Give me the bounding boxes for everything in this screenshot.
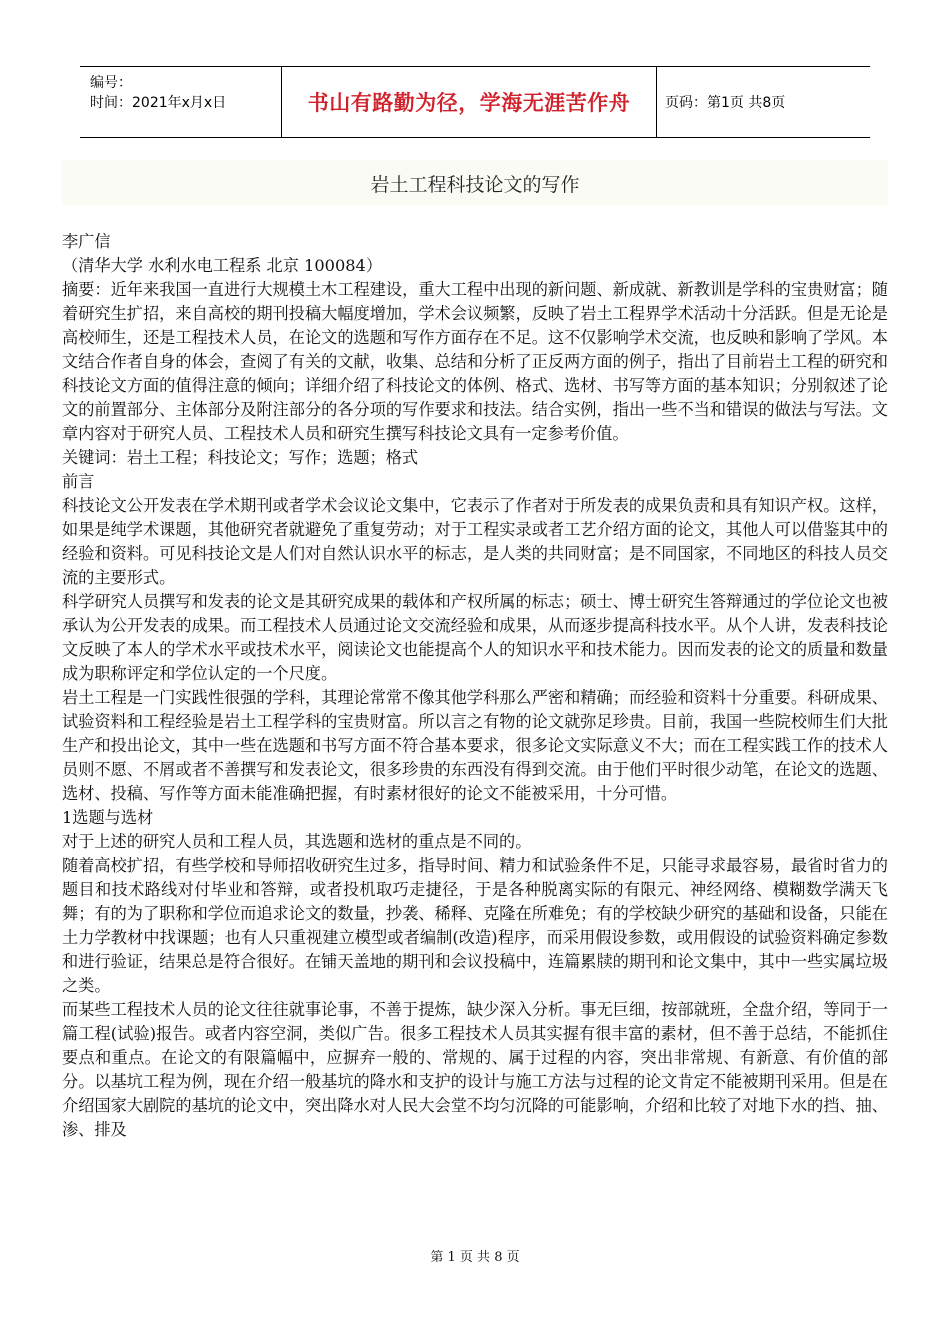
document-title-band [62,160,888,206]
keywords-line: 关键词：岩土工程；科技论文；写作；选题；格式 [62,448,419,467]
author-name: 李广信 [62,232,111,251]
header-motto: 书山有路勤为径，学海无涯苦作舟 [282,67,657,137]
body-paragraph: 岩土工程是一门实践性很强的学科，其理论常常不像其他学科那么严密和精确；而经验和资料十分重要。科研成果、试验资料和工程经验是岩土工程学科的宝贵财富。所以言之有物的论文就弥足珍贵。目前，我国一些院校师生们大批生产和投出论文，其中一些在选题和书写方面不符合基本要求，很多论文实际意义不大；而在工程实践工作的技术人员则不愿、不屑或者不善撰写和发表论文，很多珍贵的东西没有得到交流。由于他们平时很少动笔，在论文的选题、选材、投稿、写作等方面未能准确把握，有时素材很好的论文不能被采用，十分可惜。 [62,688,888,803]
section-heading-topic-selection: 1选题与选材 [62,808,154,827]
abstract-paragraph: 摘要：近年来我国一直进行大规模土木工程建设，重大工程中出现的新问题、新成就、新教训是学科的宝贵财富；随着研究生扩招，来自高校的期刊投稿大幅度增加，学术会议频繁，反映了岩土工程界学术活动十分活跃。但是无论是高校师生，还是工程技术人员，在论文的选题和写作方面存在不足。这不仅影响学术交流，也反映和影响了学风。本文结合作者自身的体会，查阅了有关的文献，收集、总结和分析了正反两方面的例子，指出了目前岩土工程的研究和科技论文方面的值得注意的倾向；详细介绍了科技论文的体例、格式、选材、书写等方面的基本知识；分别叙述了论文的前置部分、主体部分及附注部分的各分项的写作要求和技法。结合实例，指出一些不当和错误的做法与写法。文章内容对于研究人员、工程技术人员和研究生撰写科技论文具有一定参考价值。 [62,280,888,443]
body-paragraph: 随着高校扩招，有些学校和导师招收研究生过多，指导时间、精力和试验条件不足，只能寻求最容易，最省时省力的题目和技术路线对付毕业和答辩，或者投机取巧走捷径，于是各种脱离实际的有限元、神经网络、模糊数学满天飞舞；有的为了职称和学位而追求论文的数量，抄袭、稀释、克隆在所难免；有的学校缺少研究的基础和设备，只能在土力学教材中找课题；也有人只重视建立模型或者编制(改造)程序，而采用假设参数，或用假设的试验资料确定参数和进行验证，结果总是符合很好。在铺天盖地的期刊和会议投稿中，连篇累牍的期刊和论文集中，其中一些实属垃圾之类。 [62,856,888,995]
body-paragraph: 对于上述的研究人员和工程人员，其选题和选材的重点是不同的。 [62,832,532,851]
header-page-info: 页码：第1页 共8页 [665,95,786,111]
header-date: 时间：2021年x月x日 [90,95,227,111]
page-footer: 第 1 页 共 8 页 [430,1250,520,1265]
document-title: 岩土工程科技论文的写作 [370,173,580,196]
body-paragraph: 而某些工程技术人员的论文往往就事论事，不善于提炼，缺少深入分析。事无巨细，按部就班，全盘介绍，等同于一篇工程(试验)报告。或者内容空洞，类似广告。很多工程技术人员其实握有很丰富的素材，但不善于总结，不能抓住要点和重点。在论文的有限篇幅中，应摒弃一般的、常规的、属于过程的内容，突出非常规、有新意、有价值的部分。以基坑工程为例，现在介绍一般基坑的降水和支护的设计与施工方法与过程的论文肯定不能被期刊采用。但是在介绍国家大剧院的基坑的论文中，突出降水对人民大会堂不均匀沉降的可能影响，介绍和比较了对地下水的挡、抽、渗、排及 [62,1000,888,1139]
section-heading-preface: 前言 [62,472,95,491]
body-paragraph: 科学研究人员撰写和发表的论文是其研究成果的载体和产权所属的标志；硕士、博士研究生答辩通过的学位论文也被承认为公开发表的成果。而工程技术人员通过论文交流经验和成果，从而逐步提高科技水平。从个人讲，发表科技论文反映了本人的学术水平或技术水平，阅读论文也能提高个人的知识水平和技术能力。因而发表的论文的质量和数量成为职称评定和学位认定的一个尺度。 [62,592,888,683]
author-affiliation: （清华大学 水利水电工程系 北京 100084） [62,256,383,275]
header-meta-cell [80,67,282,137]
header-number-label: 编号： [90,75,132,91]
body-paragraph: 科技论文公开发表在学术期刊或者学术会议论文集中，它表示了作者对于所发表的成果负责和具有知识产权。这样，如果是纯学术课题，其他研究者就避免了重复劳动；对于工程实录或者工艺介绍方面的论文，其他人可以借鉴其中的经验和资料。可见科技论文是人们对自然认识水平的标志，是人类的共同财富；是不同国家，不同地区的科技人员交流的主要形式。 [62,496,888,587]
document-body [62,230,888,1142]
document-header [80,66,870,138]
